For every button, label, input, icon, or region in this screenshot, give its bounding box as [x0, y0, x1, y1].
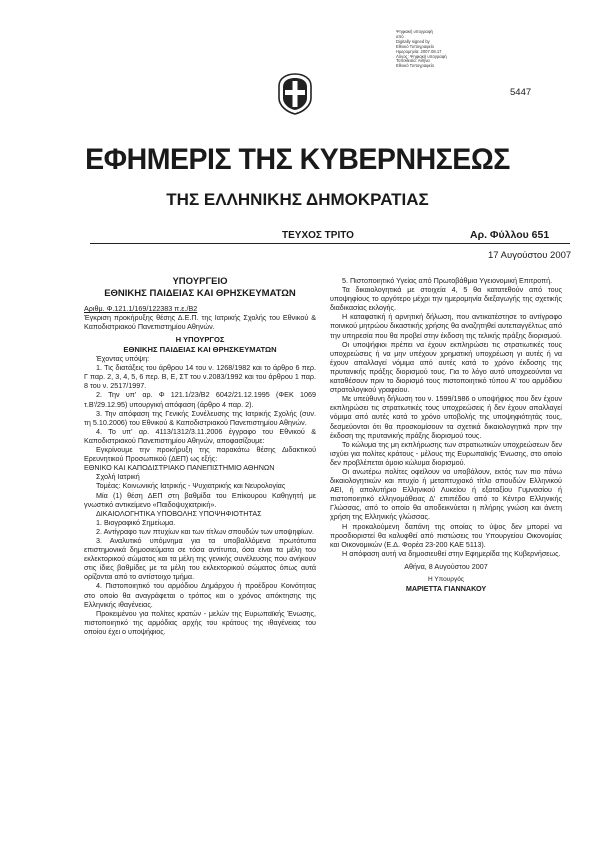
position-description: Μία (1) θέση ΔΕΠ στη βαθμίδα του Επίκουρου Καθηγητή με γνωστικό αντικείμενο «Παιδοψυχιατρική».: [84, 490, 316, 509]
gazette-title: ΕΦΗΜΕΡΙΣ ΤΗΣ ΚΥΒΕΡΝΗΣΕΩΣ: [85, 143, 510, 176]
document-item: 4. Πιστοποιητικό του αρμόδιου Δημάρχου ή προέδρου Κοινότητας στο οποίο θα αναγράφεται ο τρόπος και ο χρόνος απόκτησης της Ελληνικής ιθαγένειας.: [84, 581, 316, 609]
sheet-label: Αρ. Φύλλου: [470, 229, 529, 241]
stamp-line: Ημερομηνία: 2007.08.17: [396, 48, 442, 54]
paragraph: Τα δικαιολογητικά με στοιχεία 4, 5 θα κατατεθούν από τους υποψηφίους το αργότερο μέχρι την ημερομηνία διεξαγωγής της σχετικής διαδικασίας εκλογής.: [330, 285, 562, 313]
decision-reference: Αριθμ. Φ.121.1/169/122383 π.ε./Β2: [84, 304, 198, 313]
paragraph: Η προκαλούμενη δαπάνη της οποίας το ύψος δεν μπορεί να προσδιοριστεί θα καλυφθεί από πιστώσεις του Υπουργείου Οικονομίας και Οικονομικών (Ε.Δ. Φορέα 23-200 ΚΑΕ 5113).: [330, 521, 562, 549]
paragraph: Το κώλυμα της μη εκπλήρωσης των στρατιωτικών υποχρεώσεων δεν ισχύει για πολίτες κράτους - μέλους της Ευρωπαϊκής Ένωσης, στο οποίο δεν προβλέπεται όμοιο κώλυμα διορισμού.: [330, 439, 562, 467]
right-column: [330, 276, 562, 593]
paragraph: Έχοντας υπόψη:: [96, 354, 150, 364]
paragraph: Οι υποψήφιοι πρέπει να έχουν εκπληρώσει τις στρατιωτικές τους υποχρεώσεις ή να μην υπέχουν χρηματική υποχρέωση γι αυτές ή να έχουν απαλλαγεί νόμιμα από αυτές κατά το χρόνο έκδοσης της πρυτανικής πράξης διορισμού τους. Για το λόγο αυτό υποχρεούνται να καταθέσουν πριν το διορισμό τους πιστοποιητικό τύπου Α' του αρμόδιου στρατολογικού γραφείου.: [330, 339, 562, 395]
paragraph: 3. Την απόφαση της Γενικής Συνέλευσης της Ιατρικής Σχολής (συν. τη 5.10.2006) του Εθνικού & Καποδιστριακού Πανεπιστημίου Αθηνών.: [84, 408, 316, 427]
paragraph: Οι ανωτέρω πολίτες οφείλουν να υποβάλουν, εκτός των πιο πάνω δικαιολογητικών και πτυχίο ή μεταπτυχιακό τίτλο σπουδών Ελληνικού ΑΕΙ, ή απολυτήριο Ελληνικού Λυκείου ή εξαταξίου Γυμνασίου ή πιστοποιητικό ελληνομάθειας Δ' επιπέδου από το Κέντρο Ελληνικής Γλώσσας, από το οποίο θα αποδεικνύεται η πλήρης γνώση και άνετη χρήση της Ελληνικής γλώσσας.: [330, 466, 562, 522]
issue-date: 17 Αυγούστου 2007: [488, 250, 572, 261]
signature-date: Αθήνα, 8 Αυγούστου 2007: [404, 561, 488, 571]
paragraph: 2. Την υπ' αρ. Φ 121.1/23/Β2 6042/21.12.1995 (ΦΕΚ 1069 τ.Β'/29.12.95) υπουργική απόφαση (άρθρο 4 παρ. 2).: [84, 390, 316, 409]
minister-heading: ΕΘΝΙΚΗΣ ΠΑΙΔΕΙΑΣ ΚΑΙ ΘΡΗΣΚΕΥΜΑΤΩΝ: [123, 344, 277, 354]
paragraph: 1. Τις διατάξεις του άρθρου 14 του ν. 1268/1982 και το άρθρο 6 περ. Γ παρ. 2, 3, 4, 5, 6 περ. Β, Ε, ΣΤ του ν.2083/1992 και του άρθρου 1 παρ. 8 του ν. 2517/1997.: [84, 363, 316, 391]
decision-description: Έγκριση προκήρυξης θέσης Δ.Ε.Π. της Ιατρικής Σχολής του Εθνικού & Καποδιστριακού Πανεπιστημίου Αθηνών.: [84, 313, 316, 332]
document-item: 2. Αντίγραφο των πτυχίων και των τίτλων σπουδών των υποψηφίων.: [96, 526, 314, 536]
stamp-line: Τοποθεσία: Αθήνα: [396, 58, 430, 64]
paragraph: Η καταφατική ή αρνητική δήλωση, που αντικατέστησε το αντίγραφο ποινικού μητρώου δικαστικής χρήσης θα αναζητηθεί αυτεπαγγέλτως από την υπηρεσία που θα προβεί στην έκδοση της τελικής πράξης διορισμού.: [330, 312, 562, 340]
paragraph: Εγκρίνουμε την προκήρυξη της παρακάτω θέσης Διδακτικού Ερευνητικού Προσωπικού (ΔΕΠ) ως εξής:: [84, 445, 316, 464]
department-name: Τομέας: Κοινωνικής Ιατρικής - Ψυχιατρικής και Νευρολογίας: [96, 481, 286, 491]
document-item: 1. Βιογραφικό Σημείωμα.: [96, 517, 176, 527]
documents-heading: ΔΙΚΑΙΟΛΟΓΗΤΙΚΑ ΥΠΟΒΟΛΗΣ ΥΠΟΨΗΦΙΟΤΗΤΑΣ: [96, 508, 262, 518]
page-number: 5447: [510, 87, 532, 98]
signature-title: Η Υπουργός: [428, 576, 464, 583]
sheet-number: [470, 229, 549, 241]
stamp-line: Εθνικό Τυπογραφείο: [396, 63, 434, 69]
ministry-name: ΥΠΟΥΡΓΕΙΟ: [172, 276, 228, 287]
stamp-line: Digitally signed by: [396, 38, 430, 44]
document-item: 3. Αναλυτικό υπόμνημα για τα υποβαλλόμενα πρωτότυπα επιστημονικά δημοσιεύματα σε τόσα αντίτυπα, όσα είναι τα μέλη του εκλεκτορικού σώματος και τα μέλη της γενικής συνέλευσης που ανήκουν στις ίδιες βαθμίδες με τα μέλη του εκλεκτορικού σώματος όπως αυτά ορίζονται από το αντίστοιχο τμήμα.: [84, 535, 316, 582]
paragraph: Η απόφαση αυτή να δημοσιευθεί στην Εφημερίδα της Κυβερνήσεως.: [342, 548, 561, 558]
greek-coat-of-arms-icon: [275, 72, 315, 116]
minister-heading: Η ΥΠΟΥΡΓΟΣ: [175, 335, 225, 345]
digital-signature-stamp: [396, 30, 474, 69]
document-item: Προκειμένου για πολίτες κρατών - μελών της Ευρωπαϊκής Ένωσης, πιστοποιητικό της αρμόδιας αρχής του κράτους της ιθαγένειας του οποίου έχει ο υποψήφιος.: [84, 608, 316, 636]
stamp-line: Ψηφιακή υπογραφή: [396, 29, 433, 34]
gazette-subtitle: ΤΗΣ ΕΛΛΗΝΙΚΗΣ ΔΗΜΟΚΡΑΤΙΑΣ: [166, 190, 429, 209]
header-divider: [90, 243, 570, 244]
stamp-line: Εθνικό Τυπογραφείο: [396, 43, 434, 49]
sheet-value: 651: [531, 229, 550, 241]
paragraph: 5. Πιστοποιητικό Υγείας από Πρωτοβάθμια Υγειονομική Επιτροπή.: [342, 276, 553, 285]
paragraph: Με υπεύθυνη δήλωση του ν. 1599/1986 ο υποψήφιος που δεν έχουν εκπληρώσει τις στρατιωτικές τους υποχρεώσεις ή δεν έχουν απαλλαγεί νόμιμα από αυτές κατά το χρόνο υποβολής της υποψηφιότητάς τους, δεσμεύονται ότι θα προσκομίσουν τα σχετικά δικαιολογητικά πριν την έκδοση της πρυτανικής πράξης διορισμού τους.: [330, 394, 562, 440]
university-name: ΕΘΝΙΚΟ ΚΑΙ ΚΑΠΟΔΙΣΤΡΙΑΚΟ ΠΑΝΕΠΙΣΤΗΜΙΟ ΑΘΗΝΩΝ: [84, 463, 275, 473]
paragraph: 4. Το υπ' αρ. 4113/1312/3.11.2006 έγγραφο του Εθνικού & Καποδιστριακού Πανεπιστημίου Αθηνών, αποφασίζουμε:: [84, 426, 316, 445]
stamp-line: Λόγος: Ψηφιακή υπογραφή: [396, 53, 447, 59]
stamp-line: από: [396, 33, 404, 39]
ministry-name: ΕΘΝΙΚΗΣ ΠΑΙΔΕΙΑΣ ΚΑΙ ΘΡΗΣΚΕΥΜΑΤΩΝ: [104, 288, 296, 299]
left-column: [84, 276, 316, 636]
school-name: Σχολή Ιατρική: [96, 472, 140, 482]
issue-label: ΤΕΥΧΟΣ ΤΡΙΤΟ: [282, 230, 354, 241]
signature-name: ΜΑΡΙΕΤΤΑ ΓΙΑΝΝΑΚΟΥ: [405, 584, 487, 594]
